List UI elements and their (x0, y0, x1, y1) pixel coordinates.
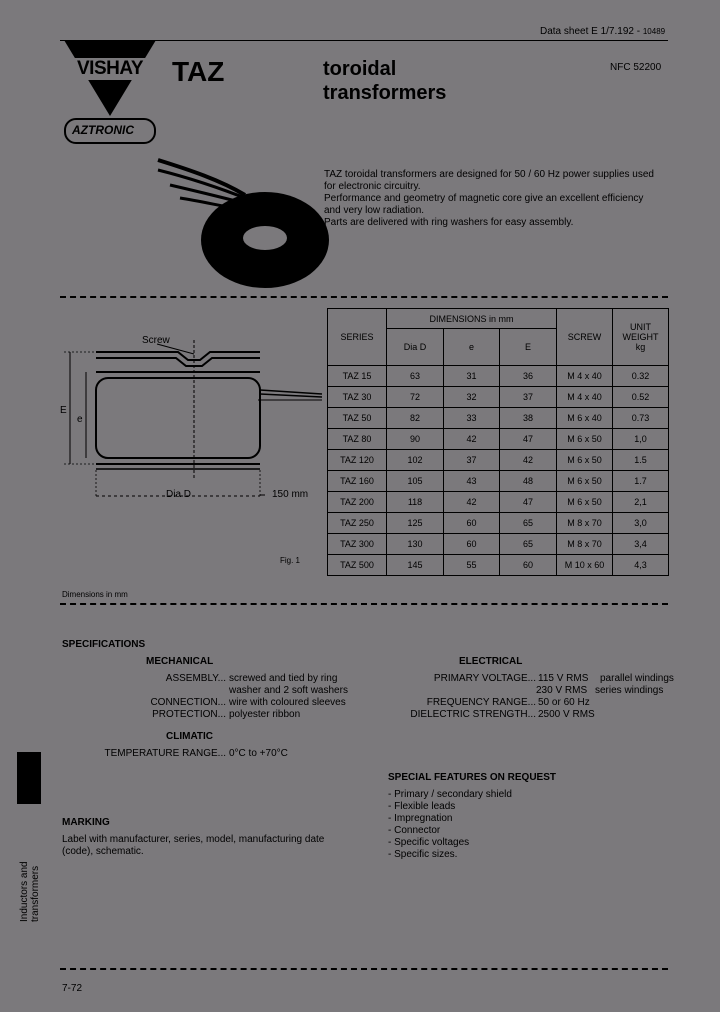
section-divider-2 (60, 603, 668, 605)
table-cell: M 6 x 40 (557, 408, 613, 429)
intro-text: TAZ toroidal transformers are designed for 50 / 60 Hz power supplies used for electronic circuitry. Performance and geometry of magnetic core give an excellent efficiency and very low radiation. Parts are delivered with ring washers for easy assembly. (324, 169, 654, 228)
specs-title: SPECIFICATIONS (62, 639, 146, 650)
assembly-label: ASSEMBLY... (165, 673, 226, 684)
page-number: 7-72 (62, 983, 83, 994)
page-title: toroidal transformers (323, 58, 447, 104)
table-cell: 60 (444, 534, 500, 555)
fig-E-label: E (60, 405, 67, 416)
table-row (328, 471, 669, 492)
table-cell: M 6 x 50 (557, 429, 613, 450)
dielectric-label: DIELECTRIC STRENGTH... (410, 709, 536, 720)
table-cell: 90 (387, 429, 444, 450)
protection-value: polyester ribbon (229, 709, 301, 720)
datasheet-ref: Data sheet E 1/7.192 - 10489 (540, 26, 666, 37)
table-cell: 36 (500, 366, 557, 387)
table-cell: M 8 x 70 (557, 534, 613, 555)
table-cell: 125 (387, 513, 444, 534)
fig-dia-label: Dia D (166, 489, 192, 500)
table-cell: 60 (444, 513, 500, 534)
table-row (328, 513, 669, 534)
table-cell: 63 (387, 366, 444, 387)
table-cell: M 6 x 50 (557, 492, 613, 513)
table-row (328, 534, 669, 555)
side-tab-marker (17, 752, 41, 804)
table-cell: M 6 x 50 (557, 450, 613, 471)
special-features-list (388, 789, 512, 861)
table-cell: TAZ 250 (328, 513, 387, 534)
col-series: SERIES (328, 309, 387, 366)
connection-value: wire with coloured sleeves (229, 697, 346, 708)
table-cell: 0.52 (613, 387, 669, 408)
table-row (328, 450, 669, 471)
climatic-heading: CLIMATIC (166, 731, 214, 742)
list-item: - Specific voltages (388, 837, 470, 848)
table-cell: 43 (444, 471, 500, 492)
electrical-heading: ELECTRICAL (459, 656, 523, 667)
table-cell: TAZ 200 (328, 492, 387, 513)
col-weight: UNIT WEIGHT kg (613, 309, 669, 366)
list-item: - Flexible leads (388, 801, 456, 812)
table-cell: 3,4 (613, 534, 669, 555)
table-cell: 37 (500, 387, 557, 408)
table-cell: TAZ 30 (328, 387, 387, 408)
standard-ref: NFC 52200 (610, 62, 662, 73)
marking-title: MARKING (62, 817, 110, 828)
list-item: - Impregnation (388, 813, 453, 824)
dimensions-table (327, 308, 669, 576)
table-row (328, 408, 669, 429)
temp-label: TEMPERATURE RANGE... (104, 748, 226, 759)
table-row (328, 492, 669, 513)
dielectric-value: 2500 V RMS (538, 709, 595, 720)
table-cell: 38 (500, 408, 557, 429)
table-cell: M 8 x 70 (557, 513, 613, 534)
list-item: - Specific sizes. (388, 849, 458, 860)
table-row (328, 555, 669, 576)
col-E: E (500, 329, 557, 366)
table-cell: TAZ 80 (328, 429, 387, 450)
table-cell: TAZ 500 (328, 555, 387, 576)
table-cell: 60 (500, 555, 557, 576)
toroid-photo (150, 140, 330, 300)
table-cell: TAZ 300 (328, 534, 387, 555)
table-cell: 0.73 (613, 408, 669, 429)
voltage-note-1: parallel windings (600, 673, 674, 684)
vishay-brand: VISHAY (60, 58, 160, 80)
table-cell: 47 (500, 492, 557, 513)
table-cell: 65 (500, 513, 557, 534)
table-cell: M 10 x 60 (557, 555, 613, 576)
col-screw: SCREW (557, 309, 613, 366)
frequency-label: FREQUENCY RANGE... (426, 697, 536, 708)
list-item: - Connector (388, 825, 441, 836)
table-row (328, 429, 669, 450)
col-e: e (444, 329, 500, 366)
dimension-drawing (60, 330, 325, 500)
table-cell: TAZ 50 (328, 408, 387, 429)
table-cell: 1.5 (613, 450, 669, 471)
table-cell: 55 (444, 555, 500, 576)
table-cell: 2,1 (613, 492, 669, 513)
assembly-value-2: washer and 2 soft washers (229, 685, 348, 696)
protection-label: PROTECTION... (152, 709, 226, 720)
temp-value: 0°C to +70°C (229, 748, 288, 759)
list-item: - Primary / secondary shield (388, 789, 512, 800)
table-cell: 31 (444, 366, 500, 387)
product-name: TAZ (172, 56, 225, 87)
table-cell: 118 (387, 492, 444, 513)
special-features-title: SPECIAL FEATURES ON REQUEST (388, 772, 556, 783)
table-cell: 4,3 (613, 555, 669, 576)
table-cell: 82 (387, 408, 444, 429)
fig-lead-label: 150 mm (272, 489, 309, 500)
dimensions-note: Dimensions in mm (62, 590, 128, 599)
table-cell: 105 (387, 471, 444, 492)
table-row (328, 387, 669, 408)
table-cell: 48 (500, 471, 557, 492)
table-cell: 3,0 (613, 513, 669, 534)
voltage-label: PRIMARY VOLTAGE... (433, 673, 536, 684)
table-cell: 42 (444, 492, 500, 513)
table-cell: 102 (387, 450, 444, 471)
table-cell: 1.7 (613, 471, 669, 492)
table-cell: TAZ 120 (328, 450, 387, 471)
table-cell: 42 (500, 450, 557, 471)
table-cell: 42 (444, 429, 500, 450)
table-cell: 145 (387, 555, 444, 576)
table-cell: 130 (387, 534, 444, 555)
table-cell: M 6 x 50 (557, 471, 613, 492)
aztronic-logo: AZTRONIC (64, 118, 156, 144)
footer-divider (60, 968, 668, 970)
table-cell: TAZ 160 (328, 471, 387, 492)
section-divider (60, 296, 668, 298)
vishay-logo (60, 40, 160, 120)
table-cell: 65 (500, 534, 557, 555)
table-cell: 1,0 (613, 429, 669, 450)
mechanical-heading: MECHANICAL (146, 656, 214, 667)
table-cell: 33 (444, 408, 500, 429)
side-tab-label: Inductors and transformers (19, 861, 41, 922)
voltage-note-2: series windings (595, 685, 664, 696)
marking-text: Label with manufacturer, series, model, manufacturing date (code), schematic. (62, 834, 325, 857)
assembly-value-1: screwed and tied by ring (229, 673, 338, 684)
table-cell: 32 (444, 387, 500, 408)
fig-e-label: e (77, 414, 83, 425)
table-cell: M 4 x 40 (557, 366, 613, 387)
table-cell: 37 (444, 450, 500, 471)
table-cell: 0.32 (613, 366, 669, 387)
voltage-value-1: 115 V RMS (538, 673, 589, 684)
fig-caption: Fig. 1 (280, 556, 301, 565)
frequency-value: 50 or 60 Hz (538, 697, 590, 708)
table-cell: M 4 x 40 (557, 387, 613, 408)
table-cell: TAZ 15 (328, 366, 387, 387)
table-cell: 47 (500, 429, 557, 450)
voltage-value-2: 230 V RMS (536, 685, 588, 696)
connection-label: CONNECTION... (150, 697, 226, 708)
col-dia: Dia D (387, 329, 444, 366)
table-row (328, 366, 669, 387)
table-cell: 72 (387, 387, 444, 408)
col-dimensions: DIMENSIONS in mm (387, 309, 557, 329)
fig-screw-label: Screw (142, 335, 170, 346)
